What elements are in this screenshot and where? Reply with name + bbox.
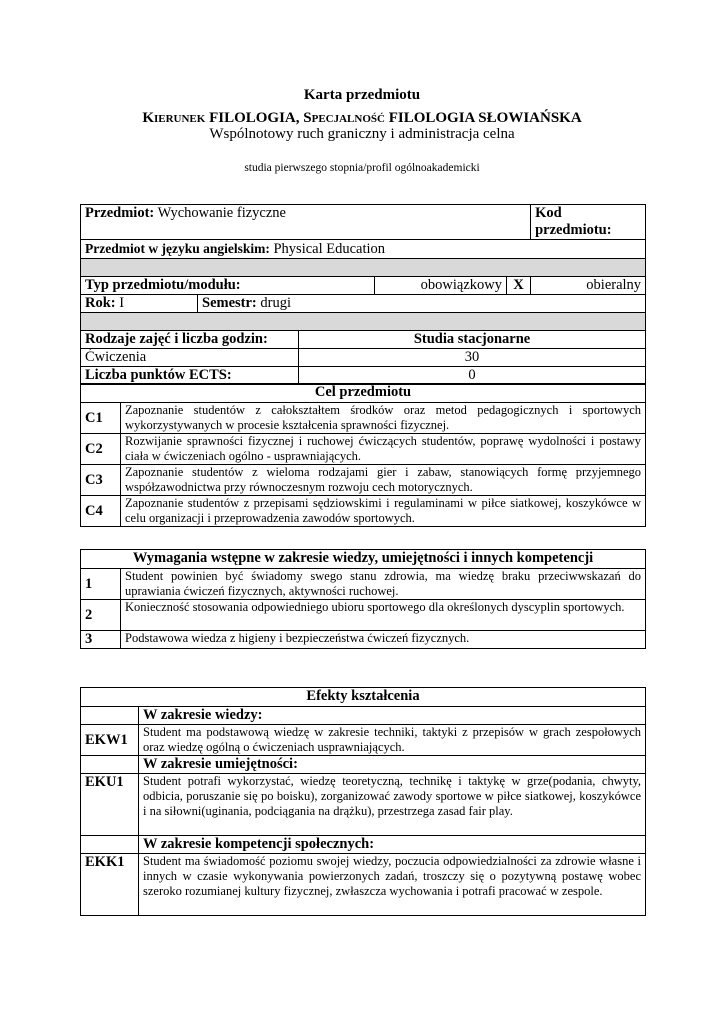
efekty-table <box>80 687 646 916</box>
kierunek-value: FILOLOGIA, <box>209 110 300 126</box>
ang-cell <box>81 240 646 259</box>
efekty-code: EKU1 <box>81 774 139 836</box>
efekty-code: EKW1 <box>81 725 139 756</box>
cwiczenia-label: Ćwiczenia <box>81 349 299 367</box>
rok-value: I <box>119 295 125 311</box>
card-title: Karta przedmiotu <box>303 87 421 103</box>
semestr-value: drugi <box>260 295 291 311</box>
cel-table <box>80 383 646 527</box>
przedmiot-cell <box>81 205 531 240</box>
cel-text: Rozwijanie sprawności fizycznej i ruchowej ćwiczących studentów, poprawę wydolności i postawy ciała w ćwiczeniach ogólno - usprawniających. <box>121 434 646 465</box>
ects-value: 0 <box>299 367 646 385</box>
semestr-label: Semestr: <box>202 295 257 311</box>
cel-text: Zapoznanie studentów z całokształtem środków oraz metod pedagogicznych i sportowych wykorzystywanych w procesie kształcenia sprawności fizycznej. <box>121 403 646 434</box>
przedmiot-label: Przedmiot: <box>85 205 155 221</box>
efekty-empty-cell <box>81 836 139 854</box>
kod-label: Kod przedmiotu: <box>531 205 646 240</box>
ang-label: Przedmiot w języku angielskim: <box>85 241 270 256</box>
rok-cell <box>81 295 198 313</box>
semestr-cell <box>198 295 646 313</box>
wymagania-code: 1 <box>81 569 121 600</box>
efekty-section-heading: W zakresie umiejętności: <box>139 756 646 774</box>
obieralny-label: obieralny <box>531 277 646 295</box>
cel-code: C1 <box>81 403 121 434</box>
ects-label: Liczba punktów ECTS: <box>81 367 299 385</box>
cel-code: C4 <box>81 496 121 527</box>
specjalnosc-label: Specjalność <box>303 110 385 126</box>
cwiczenia-value: 30 <box>299 349 646 367</box>
rok-label: Rok: <box>85 295 116 311</box>
efekty-code: EKK1 <box>81 854 139 916</box>
przedmiot-value: Wychowanie fizyczne <box>157 205 286 221</box>
kierunek-label: Kierunek <box>142 110 206 126</box>
efekty-empty-cell <box>81 756 139 774</box>
cel-title: Cel przedmiotu <box>81 384 646 403</box>
wymagania-code: 2 <box>81 600 121 631</box>
specjalnosc-value: FILOLOGIA SŁOWIAŃSKA <box>388 110 582 126</box>
efekty-text: Student ma podstawową wiedzę w zakresie techniki, taktyki z przepisów w grach zespołowych oraz wiedzę ogólną o ćwiczeniach usprawniających. <box>139 725 646 756</box>
wymagania-text: Student powinien być świadomy swego stanu zdrowia, ma wiedzę braku przeciwwskazań do uprawiania ćwiczeń fizycznych, aktywności ruchowej. <box>121 569 646 600</box>
typ-label: Typ przedmiotu/modułu: <box>81 277 375 295</box>
specialization-subtitle: Wspólnotowy ruch graniczny i administracja celna <box>209 126 515 142</box>
wymagania-text: Konieczność stosowania odpowiedniego ubioru sportowego dla określonych dyscyplin sportowych. <box>121 600 646 631</box>
efekty-title: Efekty kształcenia <box>81 688 646 707</box>
wymagania-title: Wymagania wstępne w zakresie wiedzy, umiejętności i innych kompetencji <box>81 550 646 569</box>
ang-value: Physical Education <box>273 241 386 257</box>
kierunek-line <box>0 110 724 127</box>
cel-text: Zapoznanie studentów z wieloma rodzajami gier i zabaw, stanowiących formę przyjemnego współzawodnictwa przy równoczesnym rozwoju cech motorycznych. <box>121 465 646 496</box>
cel-code: C2 <box>81 434 121 465</box>
gray-spacer <box>81 259 646 277</box>
study-type: studia pierwszego stopnia/profil ogólnoakademicki <box>244 162 480 174</box>
cel-code: C3 <box>81 465 121 496</box>
rodzaje-label: Rodzaje zajęć i liczba godzin: <box>81 331 299 349</box>
obowiazkowy-label: obowiązkowy <box>375 277 507 295</box>
wymagania-table <box>80 549 646 649</box>
wymagania-code: 3 <box>81 631 121 649</box>
efekty-text: Student potrafi wykorzystać, wiedzę teoretyczną, technikę i taktykę w grze(podania, chwyty, odbicia, poruszanie się po boisku), zorganizować zawody sportowe w piłce siatkowej, koszykówce i na siłowni(uginania, podciągania na drążku), przestrzega zasad fair play. <box>139 774 646 836</box>
efekty-text: Student ma świadomość poziomu swojej wiedzy, poczucia odpowiedzialności za zdrowie własne i innych w czasie wykonywania powierzonych zadań, troszczy się o pozytywną postawę wobec szeroko rozumianej kultury fizycznej, zwłaszcza wychowania i potrafi pracować w zespole. <box>139 854 646 916</box>
cel-text: Zapoznanie studentów z przepisami sędziowskimi i regulaminami w piłce siatkowej, koszykówce w celu organizacji i przeprowadzenia zawodów sportowych. <box>121 496 646 527</box>
efekty-section-heading: W zakresie kompetencji społecznych: <box>139 836 646 854</box>
subject-info-table <box>80 204 646 385</box>
gray-spacer <box>81 313 646 331</box>
selected-mark: X <box>507 277 531 295</box>
efekty-empty-cell <box>81 707 139 725</box>
wymagania-text: Podstawowa wiedza z higieny i bezpieczeństwa ćwiczeń fizycznych. <box>121 631 646 649</box>
efekty-section-heading: W zakresie wiedzy: <box>139 707 646 725</box>
studia-label: Studia stacjonarne <box>299 331 646 349</box>
